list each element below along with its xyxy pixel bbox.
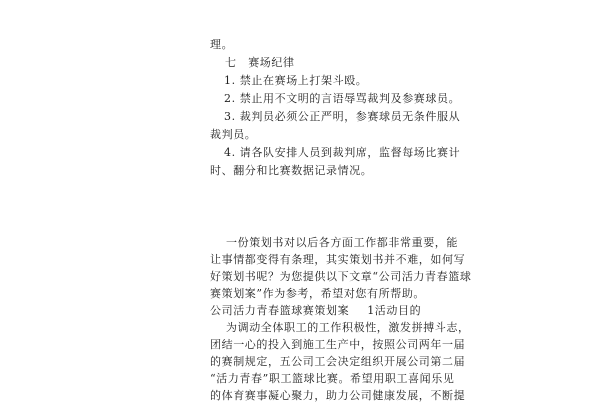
body-line-2: 团结一心的投入到施工生产中，按照公司两年一届 (210, 338, 466, 351)
intro-line-1: 一份策划书对以后各方面工作都非常重要，能 (226, 236, 458, 249)
activity-purpose-heading: 1活动目的 (367, 304, 422, 317)
intro-line-4: 赛策划案”作为参考，希望对您有所帮助。 (210, 287, 426, 300)
rule-item-3: 3. 裁判员必须公正严明，参赛球员无条件服从 (224, 110, 461, 123)
document-title-line (210, 304, 421, 318)
section-heading-rules: 七 赛场纪律 (225, 56, 295, 69)
body-line-5: 的体育赛事凝心聚力，助力公司健康发展，不断提 (210, 389, 466, 402)
rule-item-4: 4. 请各队安排人员到裁判席，监督每场比赛计 (224, 146, 461, 159)
body-line-3: 的赛制规定，五公司工会决定组织开展公司第二届 (210, 355, 466, 368)
continuation-text: 理。 (210, 38, 234, 51)
rule-item-2: 2. 禁止用不文明的言语辱骂裁判及参赛球员。 (224, 92, 461, 105)
body-line-1: 为调动全体职工的工作积极性，激发拼搏斗志， (226, 321, 470, 334)
rule-item-3-cont: 裁判员。 (210, 128, 257, 141)
rule-item-4-cont: 时、翻分和比赛数据记录情况。 (210, 164, 373, 177)
rule-item-1: 1. 禁止在赛场上打架斗殴。 (224, 74, 368, 87)
document-title: 公司活力青春篮球赛策划案 (210, 304, 350, 317)
intro-line-2: 让事情都变得有条理，其实策划书并不难，如何写 (210, 253, 466, 266)
intro-line-3: 好策划书呢？为您提供以下文章“公司活力青春篮球 (210, 270, 472, 283)
body-line-4: “活力青春”职工篮球比赛。希望用职工喜闻乐见 (210, 372, 455, 385)
